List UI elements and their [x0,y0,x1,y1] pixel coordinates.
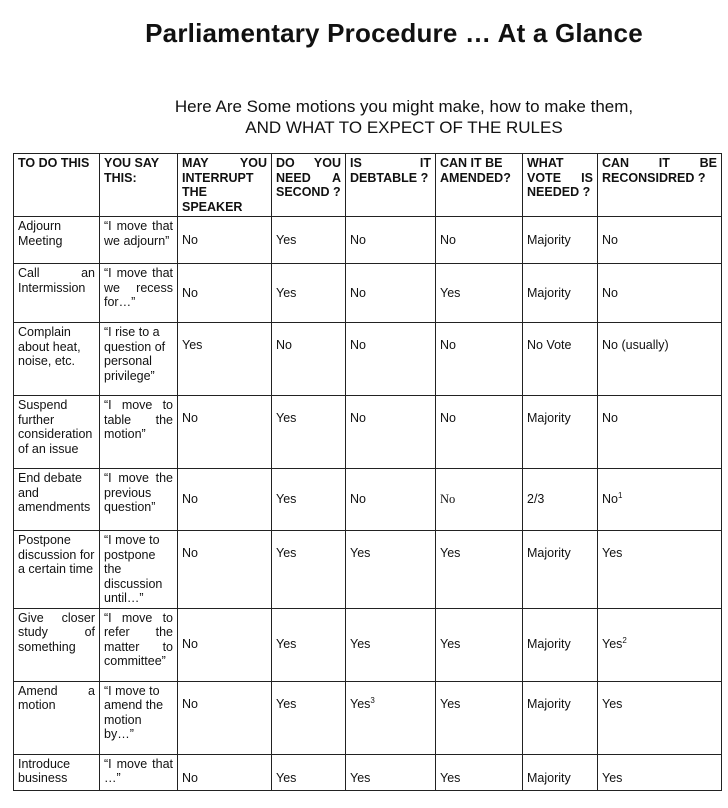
debatable-cell: No [346,396,436,469]
second-cell: Yes [272,608,346,681]
table-row [14,531,722,609]
interrupt-cell: No [178,531,272,609]
say-cell: “I move the previous question” [100,469,178,531]
interrupt-cell: No [178,217,272,264]
second-cell: Yes [272,754,346,790]
say-cell: “I move to refer the matter to committee” [100,608,178,681]
table-row [14,217,722,264]
action-cell: End debate and amendments [14,469,100,531]
header-cell: MAY YOU INTERRUPT THE SPEAKER [178,154,272,217]
reconsider-cell [598,469,722,531]
action-cell: Postpone discussion for a certain time [14,531,100,609]
action-cell: Introduce business [14,754,100,790]
amended-cell: No [436,217,523,264]
debatable-cell: No [346,469,436,531]
procedure-table [13,153,722,791]
reconsider-value: Yes [602,696,623,711]
debatable-cell: Yes [346,608,436,681]
header-cell: TO DO THIS [14,154,100,217]
footnote-marker: 1 [617,491,623,501]
reconsider-value: Yes [602,637,623,652]
table-row [14,323,722,396]
second-cell: Yes [272,264,346,323]
amended-cell: Yes [436,531,523,609]
amended-cell: Yes [436,681,523,754]
footnote-marker: 2 [622,636,627,646]
subtitle-line-1: Here Are Some motions you might make, how to make them, [174,97,634,116]
subtitle [0,96,728,138]
second-cell: No [272,323,346,396]
reconsider-cell [598,264,722,323]
reconsider-value: Yes [602,770,623,785]
header-cell: DO YOU NEED A SECOND ? [272,154,346,217]
reconsider-value: No [602,232,618,247]
amended-cell: No [436,469,523,531]
header-cell: CAN IT BE RECONSIDRED ? [598,154,722,217]
table-row [14,469,722,531]
amended-cell: No [436,323,523,396]
vote-cell: Majority [523,681,598,754]
reconsider-cell [598,531,722,609]
debatable-cell: No [346,323,436,396]
table-row [14,396,722,469]
second-cell: Yes [272,217,346,264]
say-cell: “I move to table the motion” [100,396,178,469]
debatable-cell: No [346,217,436,264]
subtitle-line-2: AND WHAT TO EXPECT OF THE RULES [245,118,563,137]
debatable-cell [346,681,436,754]
interrupt-cell: No [178,396,272,469]
vote-cell: No Vote [523,323,598,396]
interrupt-cell: No [178,608,272,681]
interrupt-cell: Yes [178,323,272,396]
header-cell: WHAT VOTE IS NEEDED ? [523,154,598,217]
vote-cell: Majority [523,264,598,323]
header-row [14,154,722,217]
page-title: Parliamentary Procedure … At a Glance [145,18,643,48]
vote-cell: Majority [523,396,598,469]
action-cell: Give closer study of something [14,608,100,681]
say-cell: “I move to postpone the discussion until…” [100,531,178,609]
second-cell: Yes [272,469,346,531]
interrupt-cell: No [178,754,272,790]
reconsider-value: Yes [602,546,623,560]
action-cell: Adjourn Meeting [14,217,100,264]
interrupt-cell: No [178,681,272,754]
action-cell: Amend a motion [14,681,100,754]
amended-cell: No [436,396,523,469]
table-row [14,608,722,681]
debatable-cell: Yes [346,754,436,790]
say-cell: “I move that …” [100,754,178,790]
footnote-marker: 3 [370,695,375,705]
reconsider-cell [598,608,722,681]
reconsider-cell [598,217,722,264]
header-cell: CAN IT BE AMENDED? [436,154,523,217]
reconsider-cell [598,754,722,790]
amended-cell: Yes [436,264,523,323]
say-cell: “I move that we adjourn” [100,217,178,264]
amended-cell: Yes [436,754,523,790]
vote-cell: Majority [523,217,598,264]
debatable-value: Yes [350,696,371,711]
vote-cell: Majority [523,754,598,790]
reconsider-value: No (usually) [602,338,669,352]
debatable-cell: Yes [346,531,436,609]
say-cell: “I rise to a question of personal privilege” [100,323,178,396]
reconsider-cell [598,323,722,396]
action-cell: Suspend further consideration of an issue [14,396,100,469]
interrupt-cell: No [178,264,272,323]
action-cell: Complain about heat, noise, etc. [14,323,100,396]
second-cell: Yes [272,531,346,609]
interrupt-cell: No [178,469,272,531]
header-cell: IS IT DEBTABLE ? [346,154,436,217]
header-cell: YOU SAY THIS: [100,154,178,217]
amended-cell: Yes [436,608,523,681]
debatable-cell: No [346,264,436,323]
reconsider-cell [598,396,722,469]
table-row [14,754,722,790]
say-cell: “I move to amend the motion by…” [100,681,178,754]
second-cell: Yes [272,681,346,754]
reconsider-value: No [602,411,618,425]
reconsider-value: No [602,492,618,507]
second-cell: Yes [272,396,346,469]
table-row [14,681,722,754]
vote-cell: Majority [523,608,598,681]
action-cell: Call an Intermission [14,264,100,323]
reconsider-cell [598,681,722,754]
say-cell: “I move that we recess for…” [100,264,178,323]
reconsider-value: No [602,285,618,300]
vote-cell: Majority [523,531,598,609]
vote-cell: 2/3 [523,469,598,531]
table-row [14,264,722,323]
